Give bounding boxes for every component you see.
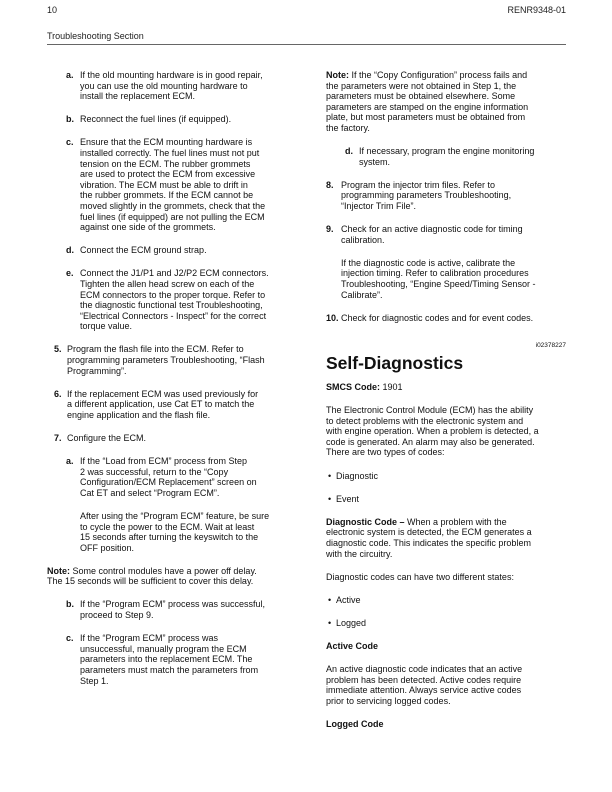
procedure-item: [47, 245, 297, 256]
procedure-item: [47, 70, 297, 102]
term: Diagnostic Code: [326, 516, 398, 527]
bullet-icon: •: [328, 493, 332, 504]
note-label: Note:: [47, 565, 70, 576]
list-item-text: Logged: [336, 617, 367, 628]
procedure-item: [47, 137, 297, 232]
procedure-item: [326, 146, 571, 167]
note: [47, 566, 297, 587]
item-label: e.: [66, 268, 74, 279]
right-column-upper: [326, 70, 571, 323]
step-number: 6.: [54, 388, 62, 399]
list-item: [326, 494, 566, 505]
item-label: d.: [66, 245, 74, 256]
procedure-step: [326, 180, 571, 212]
procedure-step: [47, 389, 297, 421]
document-code: RENR9348-01: [507, 5, 566, 15]
note: [326, 70, 571, 134]
item-label: d.: [345, 146, 353, 157]
list-item: [326, 471, 566, 482]
note-label: Note:: [326, 70, 349, 80]
section-title: Troubleshooting Section: [47, 31, 144, 41]
procedure-item: [47, 456, 297, 498]
item-text: If the “Program ECM” process was successful, proceed to Step 9.: [80, 599, 266, 621]
step-text: Configure the ECM.: [67, 432, 147, 443]
paragraph: An active diagnostic code indicates that an active problem has been detected. Active codes require immediate attention. Always service active codes prior to servicing logged codes.: [326, 664, 523, 706]
header-rule: [47, 44, 566, 45]
paragraph: The Electronic Control Module (ECM) has the ability to detect problems with the electronic system and with engine operation. When a problem is detected, a code is generated. An alarm may also be generated. There are two types of codes:: [326, 405, 539, 458]
smcs-label: SMCS Code:: [326, 382, 380, 392]
step-number: 5.: [54, 344, 62, 355]
item-label: c.: [66, 137, 74, 148]
procedure-item: [47, 633, 297, 686]
step-text: Program the injector trim files. Refer to programming parameters Troubleshooting, “Injector Trim File”.: [341, 179, 512, 211]
list-item: [326, 618, 566, 629]
procedure-item: [47, 599, 297, 620]
item-text: Reconnect the fuel lines (if equipped).: [80, 114, 232, 125]
item-text: If the “Program ECM” process was unsuccessful, manually program the ECM parameters into the replacement ECM. The parameters must match the parameters from Step 1.: [80, 633, 259, 686]
step-text: If the replacement ECM was used previously for a different application, use Cat ET to match the engine application and the flash file.: [67, 388, 259, 420]
procedure-item: [47, 268, 297, 332]
step-number: 10.: [326, 312, 339, 323]
procedure-item: [47, 114, 297, 125]
item-label: b.: [66, 599, 74, 610]
step-text: Check for an active diagnostic code for timing calibration.: [341, 224, 523, 245]
paragraph: Diagnostic codes can have two different states:: [326, 571, 514, 582]
section-heading: Self-Diagnostics: [326, 353, 464, 373]
item-label: a.: [66, 456, 74, 467]
procedure-step: [326, 224, 571, 245]
right-column-lower: [326, 342, 566, 729]
step-text: Program the flash file into the ECM. Refer to programming parameters Troubleshooting, “Flash Programming”.: [67, 344, 265, 376]
note-text: Some control modules have a power off delay. The 15 seconds will be sufficient to cover this delay.: [47, 565, 257, 587]
note-text: If the “Copy Configuration” process fails and the parameters were not obtained in Step 1, the parameters must be obtained elsewhere. Some parameters are stamped on the engine information plate, but most parameters must be obtained from the factory.: [326, 70, 529, 133]
bullet-icon: •: [328, 594, 332, 605]
document-id: i02378227: [535, 342, 566, 349]
item-text: Connect the J1/P1 and J2/P2 ECM connectors. Tighten the allen head screw on each of the ECM connectors to the proper torque. Refer to the diagnostic functional test Troubleshooting, “Electrical Connectors - Inspect” for the correct torque value.: [80, 268, 269, 332]
item-label: c.: [66, 633, 74, 644]
definition-text: When a problem with the electronic system is detected, the ECM generates a diagnostic code. This indicates the specific problem with the circuitry.: [326, 516, 532, 559]
list-item-text: Event: [336, 493, 360, 504]
step-text: Check for diagnostic codes and for event codes.: [341, 312, 534, 323]
diagnostic-code-definition: [326, 517, 566, 559]
procedure-step: [47, 344, 297, 376]
item-label: a.: [66, 70, 74, 80]
list-item-text: Active: [336, 594, 361, 605]
smcs-value: 1901: [380, 382, 403, 392]
paragraph: After using the “Program ECM” feature, be sure to cycle the power to the ECM. Wait at least 15 seconds after turning the keyswitch to the OFF position.: [80, 510, 270, 553]
procedure-step: [47, 433, 297, 444]
subheading: Logged Code: [326, 718, 384, 729]
left-column: [47, 70, 297, 686]
item-text: If the “Load from ECM” process from Step 2 was successful, return to the “Copy Configuration/ECM Replacement” screen on Cat ET and select “Program ECM”.: [80, 456, 257, 498]
step-number: 8.: [326, 179, 334, 190]
procedure-step: [326, 313, 571, 324]
list-item: [326, 595, 566, 606]
page-number: 10: [47, 5, 58, 15]
item-text: If the old mounting hardware is in good repair, you can use the old mounting hardware to install the replacement ECM.: [80, 70, 263, 102]
smcs-code: [326, 382, 566, 393]
step-number: 7.: [54, 432, 62, 443]
item-label: b.: [66, 114, 74, 125]
dash: –: [397, 516, 408, 527]
subheading: Active Code: [326, 640, 379, 651]
list-item-text: Diagnostic: [336, 470, 379, 481]
paragraph: If the diagnostic code is active, calibrate the injection timing. Refer to calibration procedures Troubleshooting, “Engine Speed/Timing Sensor - Calibrate”.: [341, 257, 536, 300]
bullet-icon: •: [328, 617, 332, 628]
item-text: Ensure that the ECM mounting hardware is installed correctly. The fuel lines must not put tension on the ECM. The rubber grommets are used to protect the ECM from excessive vibration. The ECM must be able to drift in the rubber grommets. If the ECM cannot be moved slightly in the grommets, check that the fuel lines (if equipped) are not pulling the ECM against one side of the grommets.: [80, 137, 266, 233]
item-text: If necessary, program the engine monitoring system.: [359, 146, 535, 167]
item-text: Connect the ECM ground strap.: [80, 245, 207, 256]
bullet-icon: •: [328, 470, 332, 481]
step-number: 9.: [326, 224, 334, 235]
